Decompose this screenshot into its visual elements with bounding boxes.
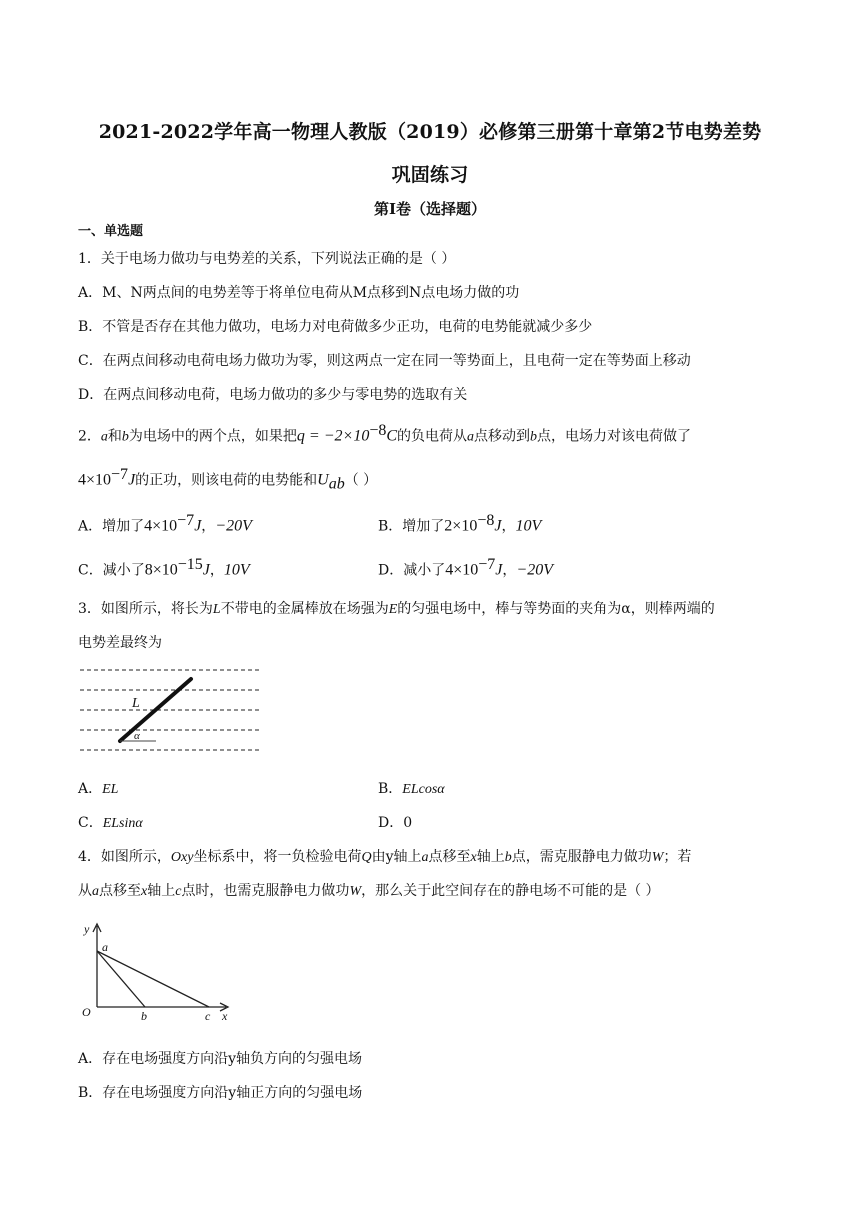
rod-length-label: L: [132, 696, 140, 711]
volume-heading: 第Ⅰ卷（选择题）: [373, 200, 487, 218]
q1-option-a: A．M、N两点间的电势差等于将单位电荷从M点移到N点电场力做的功: [78, 285, 520, 301]
q2-option-d: D．减小了$4\times 10^{-7}J$，−20V: [378, 556, 553, 579]
section-heading: 一、单选题: [78, 224, 144, 239]
segment-ab: [97, 951, 145, 1007]
q4-stem-line2: 从a点移至x轴上c点时，也需克服静电力做功W，那么关于此空间存在的静电场不可能的是（ ）: [78, 883, 660, 899]
angle-label: α: [134, 730, 140, 742]
q3-stem-line1: 3．如图所示，将长为L不带电的金属棒放在场强为E的匀强电场中，棒与等势面的夹角为α，则棒两端的: [78, 601, 715, 617]
q4-stem-line1: 4．如图所示，Oxy坐标系中，将一负检验电荷Q由y轴上a点移至x轴上b点，需克服静电力做功W；若: [78, 849, 692, 865]
q4-figure: [78, 918, 238, 1022]
q2-option-a: A．增加了$4\times 10^{-7}J$，−20V: [78, 512, 252, 535]
point-a-label: a: [102, 940, 108, 954]
q1-stem: 1．关于电场力做功与电势差的关系，下列说法正确的是（ ）: [78, 251, 456, 267]
q2-stem-line2: $4\times 10^{-7}J$的正功，则该电荷的电势能和$U_{ab}$（ ）: [78, 466, 378, 493]
q3-figure: [80, 662, 266, 762]
q1-option-c: C．在两点间移动电荷电场力做功为零，则这两点一定在同一等势面上，且电荷一定在等势面上移动: [78, 353, 691, 369]
q1-option-b: B．不管是否存在其他力做功，电场力对电荷做多少正功，电荷的电势能就减少多少: [78, 319, 593, 335]
q3-option-b: B．ELcosα: [378, 781, 445, 797]
q3-option-c: C．ELsinα: [78, 815, 143, 831]
q2-option-c: C．减小了$8\times 10^{-15}J$，10V: [78, 556, 250, 579]
q2-stem-line1: 2．a和b为电场中的两个点，如果把$q = -2\times 10^{-8}C$的负电荷从a点移动到b点，电场力对该电荷做了: [78, 422, 692, 445]
origin-label: O: [82, 1005, 91, 1019]
document-title-line1: 2021-2022学年高一物理人教版（2019）必修第三册第十章第2节电势差势: [98, 121, 762, 143]
q2-option-b: B．增加了$2\times 10^{-8}J$，10V: [378, 512, 542, 535]
point-b-label: b: [141, 1009, 147, 1022]
q3-stem-line2: 电势差最终为: [78, 635, 162, 651]
q3-option-d: D．0: [378, 815, 413, 831]
q4-option-b: B．存在电场强度方向沿y轴正方向的匀强电场: [78, 1085, 363, 1101]
q4-option-a: A．存在电场强度方向沿y轴负方向的匀强电场: [78, 1051, 363, 1067]
y-axis-label: y: [84, 922, 90, 936]
q1-option-d: D．在两点间移动电荷，电场力做功的多少与零电势的选取有关: [78, 387, 468, 403]
point-c-label: c: [205, 1009, 211, 1022]
x-axis-label: x: [222, 1009, 228, 1022]
document-title-line2: 巩固练习: [391, 164, 469, 186]
segment-ac: [97, 951, 209, 1007]
q3-option-a: A．EL: [78, 781, 119, 797]
